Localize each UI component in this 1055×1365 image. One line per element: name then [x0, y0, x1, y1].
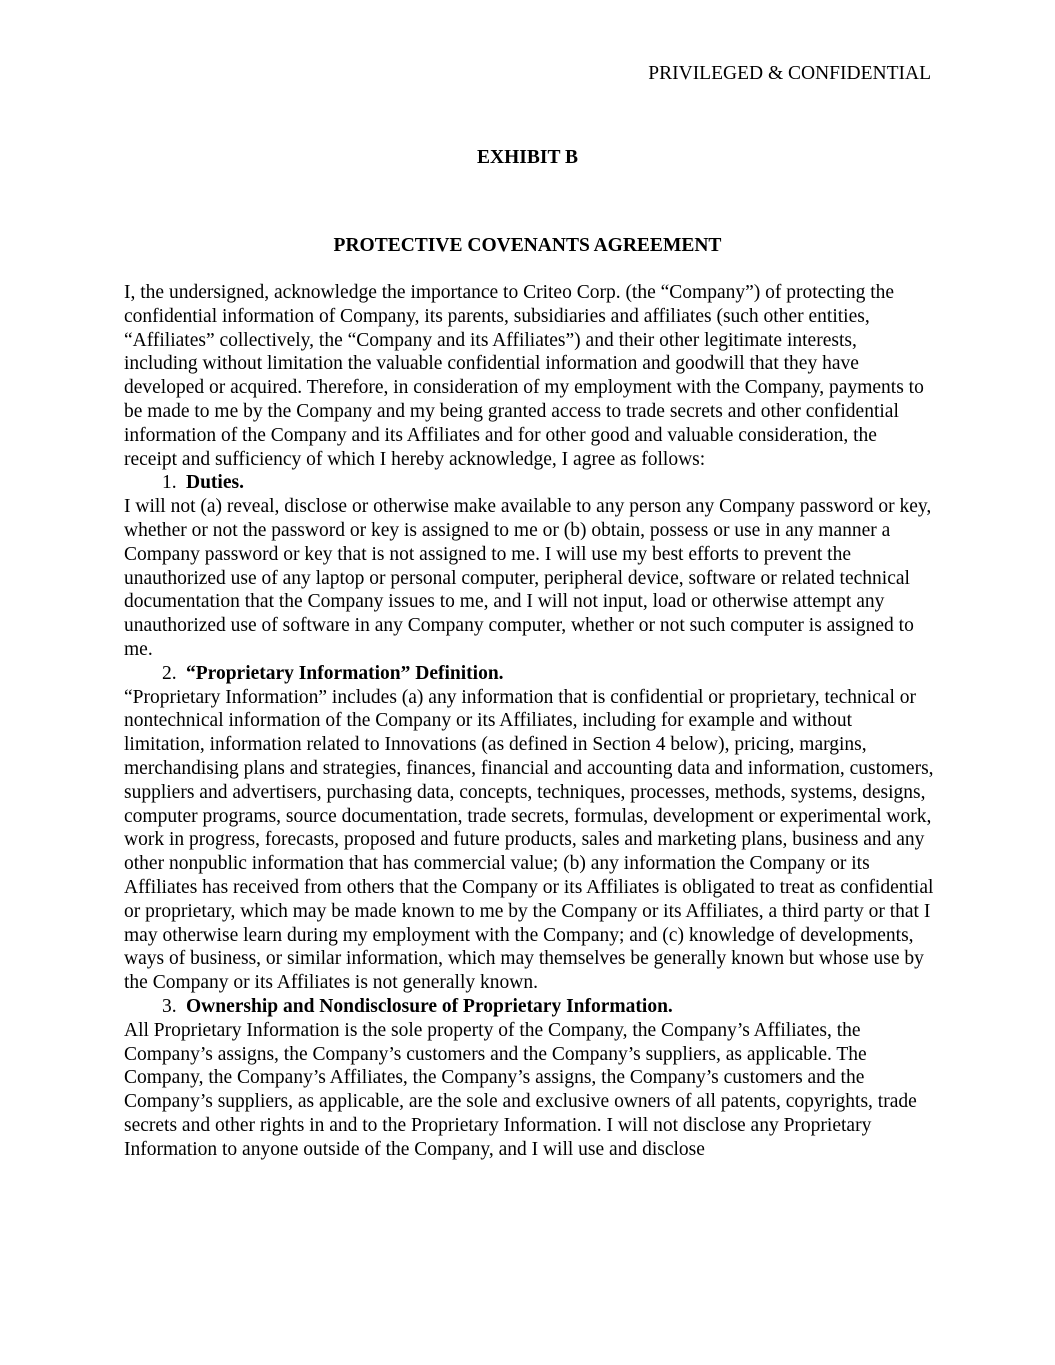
exhibit-title: EXHIBIT B — [477, 147, 578, 168]
section-number: 2. — [162, 662, 177, 684]
section-title: Ownership and Nondisclosure of Proprietary Information. — [186, 995, 673, 1017]
section-duties — [124, 471, 934, 661]
section-body: All Proprietary Information is the sole property of the Company, the Company’s Affiliates, the Company’s assigns, the Company’s customers and the Company’s suppliers, as applicable. The Company, the Company’s Affiliates, the Company’s assigns, the Company’s customers and the Company’s suppliers, as applicable, are the sole and exclusive owners of all patents, copyrights, trade secrets and other rights in and to the Proprietary Information. I will not disclose any Proprietary Information to anyone outside of the Company, and I will use and disclose — [124, 1019, 917, 1160]
section-heading — [124, 995, 934, 1019]
section-number: 1. — [162, 472, 177, 494]
agreement-title: PROTECTIVE COVENANTS AGREEMENT — [333, 235, 722, 256]
section-heading — [124, 662, 934, 686]
intro-paragraph: I, the undersigned, acknowledge the importance to Criteo Corp. (the “Company”) of protecting the confidential information of Company, its parents, subsidiaries and affiliates (such other entities, “Affiliates” collectively, the “Company and its Affiliates”) and their other legitimate interests, including without limitation the valuable confidential information and goodwill that they have developed or acquired. Therefore, in consideration of my employment with the Company, payments to be made to me by the Company and my being granted access to trade secrets and other confidential information of the Company and its Affiliates and for other good and valuable consideration, the receipt and sufficiency of which I hereby acknowledge, I agree as follows: — [124, 282, 924, 470]
section-proprietary-information-definition — [124, 662, 934, 995]
section-body: I will not (a) reveal, disclose or otherwise make available to any person any Company password or key, whether or not the password or key is assigned to me or (b) obtain, possess or use in any manner a Company password or key that is not assigned to me. I will use my best efforts to prevent the unauthorized use of any laptop or personal computer, peripheral device, software or related technical documentation that the Company issues to me, and I will not input, load or otherwise attempt any unauthorized use of software in any Company computer, whether or not such computer is assigned to me. — [124, 496, 932, 660]
confidentiality-header: PRIVILEGED & CONFIDENTIAL — [648, 63, 931, 84]
section-title: “Proprietary Information” Definition. — [186, 662, 504, 684]
section-ownership-nondisclosure — [124, 995, 934, 1162]
section-heading — [124, 471, 934, 495]
section-number: 3. — [162, 995, 177, 1017]
section-title: Duties. — [186, 472, 244, 494]
section-body: “Proprietary Information” includes (a) any information that is confidential or proprietary, technical or nontechnical information of the Company or its Affiliates, including for example and without limitation, information related to Innovations (as defined in Section 4 below), pricing, margins, merchandising plans and strategies, finances, financial and accounting data and information, customers, suppliers and advertisers, purchasing data, concepts, techniques, processes, methods, systems, designs, computer programs, source documentation, trade secrets, formulas, development or experimental work, work in progress, forecasts, proposed and future products, sales and marketing plans, business and any other nonpublic information that has commercial value; (b) any information the Company or its Affiliates has received from others that the Company or its Affiliates is obligated to treat as confidential or proprietary, which may be made known to me by the Company or its Affiliates, a third party or that I may otherwise learn during my employment with the Company; and (c) knowledge of developments, ways of business, or similar information, which may themselves be generally known but whose use by the Company or its Affiliates is not generally known. — [124, 686, 934, 994]
document-body — [124, 281, 934, 1161]
